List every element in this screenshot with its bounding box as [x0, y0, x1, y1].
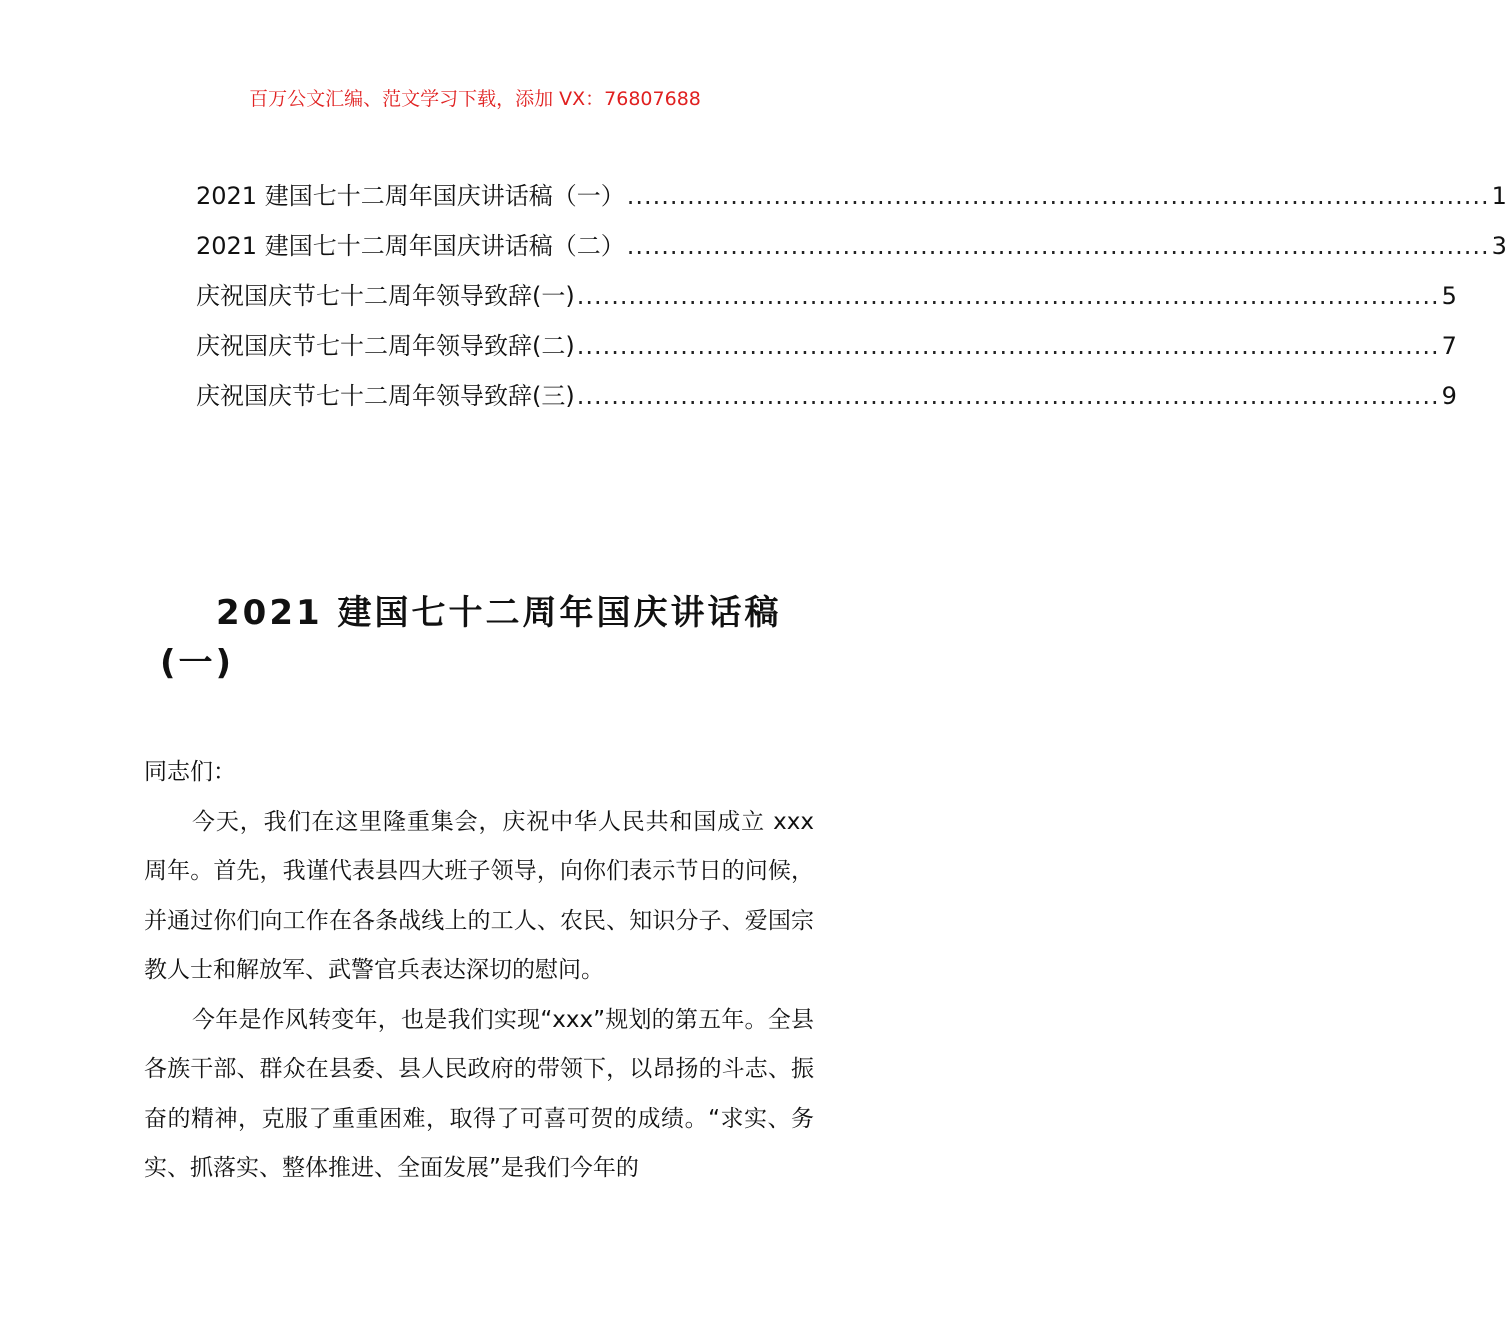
toc-entry[interactable] [196, 278, 1457, 328]
toc-entry-page: 1 [1491, 182, 1507, 210]
promo-header: 百万公文汇编、范文学习下载，添加 VX：76807688 [249, 88, 701, 110]
toc-entry[interactable] [196, 178, 1507, 228]
toc-entry-title: 2021 建国七十二周年国庆讲话稿（二） [196, 232, 625, 260]
toc-entry-title: 庆祝国庆节七十二周年领导致辞(一) [196, 282, 575, 310]
toc-entry[interactable] [196, 228, 1507, 278]
toc-leader-dots: .................................................................................................... [626, 182, 1490, 210]
toc-entry-title: 庆祝国庆节七十二周年领导致辞(二) [196, 332, 575, 360]
table-of-contents [196, 178, 1507, 428]
toc-leader-dots: .................................................................................................... [576, 282, 1440, 310]
toc-entry-title: 庆祝国庆节七十二周年领导致辞(三) [196, 382, 575, 410]
toc-leader-dots: .................................................................................................... [576, 332, 1440, 360]
body-paragraph: 今年是作风转变年，也是我们实现“xxx”规划的第五年。全县各族干部、群众在县委、县人民政府的带领下，以昂扬的斗志、振奋的精神，克服了重重困难，取得了可喜可贺的成绩。“求实、务实、抓落实、整体推进、全面发展”是我们今年的 [144, 1006, 814, 1181]
salutation: 同志们： [144, 759, 236, 785]
document-body [144, 748, 814, 1194]
toc-entry[interactable] [196, 328, 1457, 378]
toc-entry-page: 7 [1441, 332, 1457, 360]
toc-entry-page: 5 [1441, 282, 1457, 310]
document-title-line2: (一) [160, 643, 235, 683]
toc-entry-title: 2021 建国七十二周年国庆讲话稿（一） [196, 182, 625, 210]
toc-leader-dots: .................................................................................................... [576, 382, 1440, 410]
toc-entry[interactable] [196, 378, 1457, 428]
toc-entry-page: 9 [1441, 382, 1457, 410]
document-title-line1: 2021 建国七十二周年国庆讲话稿 [216, 593, 782, 633]
body-paragraph: 今天，我们在这里隆重集会，庆祝中华人民共和国成立 xxx 周年。首先，我谨代表县四大班子领导，向你们表示节日的问候，并通过你们向工作在各条战线上的工人、农民、知识分子、爱国宗教人士和解放军、武警官兵表达深切的慰问。 [144, 808, 814, 983]
toc-leader-dots: .................................................................................................... [626, 232, 1490, 260]
toc-entry-page: 3 [1491, 232, 1507, 260]
document-title [160, 588, 820, 688]
